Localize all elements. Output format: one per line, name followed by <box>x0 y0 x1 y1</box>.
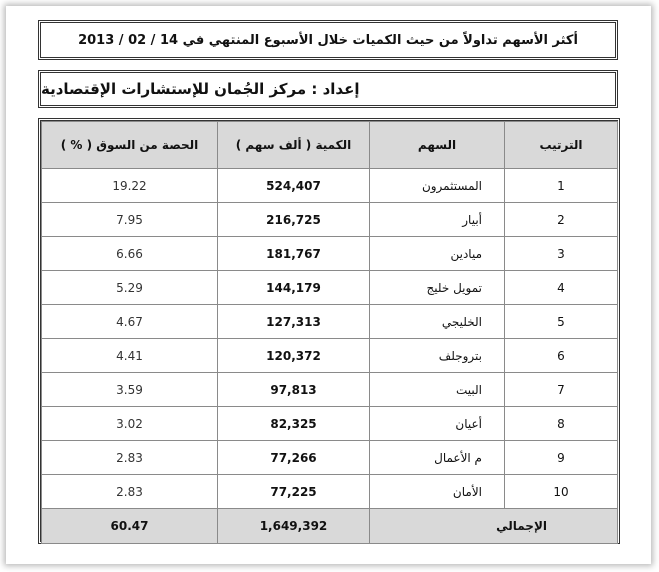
cell-stock: تمويل خليج <box>370 271 505 305</box>
cell-share: 5.29 <box>42 271 218 305</box>
cell-rank: 1 <box>505 169 618 203</box>
cell-share: 6.66 <box>42 237 218 271</box>
cell-rank: 4 <box>505 271 618 305</box>
total-quantity: 1,649,392 <box>218 509 370 544</box>
table-row <box>42 271 618 305</box>
table-row <box>42 373 618 407</box>
prepared-by-box <box>38 70 618 108</box>
table-row <box>42 339 618 373</box>
cell-quantity: 144,179 <box>218 271 370 305</box>
cell-rank: 3 <box>505 237 618 271</box>
table-row <box>42 203 618 237</box>
table-row <box>42 305 618 339</box>
cell-quantity: 181,767 <box>218 237 370 271</box>
cell-stock: الخليجي <box>370 305 505 339</box>
cell-share: 2.83 <box>42 475 218 509</box>
cell-rank: 9 <box>505 441 618 475</box>
cell-quantity: 77,266 <box>218 441 370 475</box>
total-label: الإجمالي <box>370 509 618 544</box>
report-title-box <box>38 20 618 60</box>
cell-stock: أبيار <box>370 203 505 237</box>
cell-stock: بتروجلف <box>370 339 505 373</box>
cell-stock: البيت <box>370 373 505 407</box>
cell-quantity: 82,325 <box>218 407 370 441</box>
cell-rank: 10 <box>505 475 618 509</box>
cell-quantity: 77,225 <box>218 475 370 509</box>
cell-share: 4.67 <box>42 305 218 339</box>
header-quantity: الكمية ( ألف سهم ) <box>218 122 370 169</box>
cell-share: 2.83 <box>42 441 218 475</box>
cell-stock: الأمان <box>370 475 505 509</box>
cell-share: 4.41 <box>42 339 218 373</box>
report-title: أكثر الأسهم تداولاً من حيث الكميات خلال الأسبوع المنتهي في 14 / 02 / 2013 <box>78 32 578 48</box>
header-share: الحصة من السوق ( % ) <box>42 122 218 169</box>
cell-quantity: 120,372 <box>218 339 370 373</box>
stocks-table-wrapper <box>38 118 620 544</box>
stocks-table <box>41 121 618 544</box>
header-stock: السهم <box>370 122 505 169</box>
table-row <box>42 169 618 203</box>
total-share: 60.47 <box>42 509 218 544</box>
cell-quantity: 97,813 <box>218 373 370 407</box>
cell-quantity: 216,725 <box>218 203 370 237</box>
cell-quantity: 524,407 <box>218 169 370 203</box>
cell-rank: 8 <box>505 407 618 441</box>
cell-share: 7.95 <box>42 203 218 237</box>
cell-share: 3.59 <box>42 373 218 407</box>
table-row <box>42 407 618 441</box>
cell-rank: 2 <box>505 203 618 237</box>
cell-stock: أعيان <box>370 407 505 441</box>
cell-rank: 5 <box>505 305 618 339</box>
cell-stock: ميادين <box>370 237 505 271</box>
cell-quantity: 127,313 <box>218 305 370 339</box>
cell-share: 3.02 <box>42 407 218 441</box>
header-rank: الترتيب <box>505 122 618 169</box>
table-row <box>42 441 618 475</box>
table-row <box>42 237 618 271</box>
cell-share: 19.22 <box>42 169 218 203</box>
cell-stock: المستثمرون <box>370 169 505 203</box>
cell-rank: 6 <box>505 339 618 373</box>
cell-stock: م الأعمال <box>370 441 505 475</box>
table-header-row <box>42 122 618 169</box>
table-row <box>42 475 618 509</box>
cell-rank: 7 <box>505 373 618 407</box>
table-total-row <box>42 509 618 544</box>
prepared-by-text: إعداد : مركز الجُمان للإستشارات الإقتصادية <box>41 80 360 98</box>
